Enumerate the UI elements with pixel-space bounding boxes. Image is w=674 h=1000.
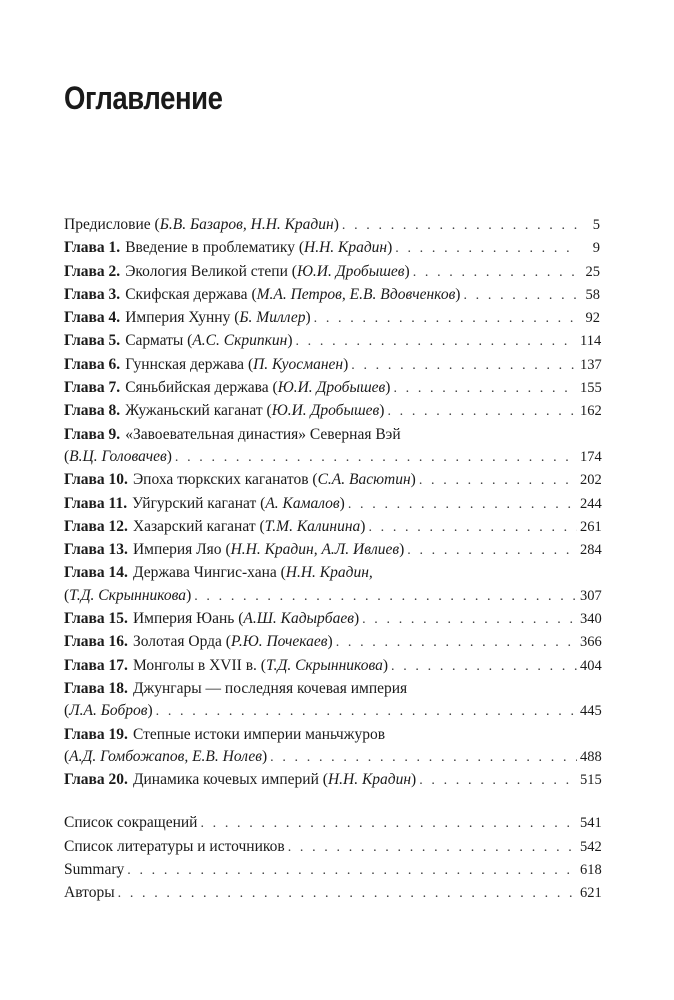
entry-author: Т.Д. Скрынникова — [265, 656, 383, 674]
toc-entry[interactable] — [64, 284, 600, 307]
entry-text: Предисловие (Б.В. Базаров, Н.Н. Крадин) — [64, 216, 339, 233]
entry-text: Глава 8. Жужаньский каганат (Ю.И. Дробышев) — [64, 402, 385, 420]
entry-text: Глава 19. Степные истоки империи маньчжуров — [64, 725, 386, 743]
entry-text: Глава 16. Золотая Орда (Р.Ю. Почекаев) — [64, 633, 333, 651]
page-number: 284 — [580, 542, 602, 559]
dot-leader — [270, 747, 577, 769]
entry-text: Глава 3. Скифская держава (М.А. Петров, Е.В. Вдовченков) — [64, 285, 461, 303]
entry-text: Глава 15. Империя Юань (А.Ш. Кадырбаев) — [64, 610, 360, 628]
dot-leader — [391, 656, 577, 678]
chapter-label: Глава 9. — [64, 425, 121, 443]
entry-author: Ю.И. Дробышев — [271, 402, 380, 420]
page-number: 307 — [580, 587, 602, 604]
page-number: 515 — [580, 772, 602, 789]
page-number: 114 — [580, 333, 602, 350]
toc-entry[interactable] — [64, 516, 600, 539]
entry-author: П. Куосманен — [253, 355, 344, 373]
toc-line — [64, 836, 600, 859]
toc-line — [64, 469, 600, 492]
entry-author: А.Ш. Кадырбаев — [243, 610, 354, 628]
dot-leader — [314, 308, 577, 330]
toc-entry[interactable] — [64, 424, 600, 470]
entry-author: Н.Н. Крадин, — [285, 564, 373, 582]
entry-author: Ю.И. Дробышев — [296, 262, 405, 280]
toc-line — [64, 746, 600, 769]
toc-line — [64, 516, 600, 539]
entry-text: Глава 5. Сарматы (А.С. Скрипкин) — [64, 332, 293, 350]
entry-author: Л.А. Бобров — [69, 702, 148, 720]
table-of-contents — [64, 214, 600, 906]
toc-entry[interactable] — [64, 769, 600, 792]
toc-line — [64, 400, 600, 423]
chapter-label: Глава 18. — [64, 679, 128, 697]
page-number: 162 — [580, 403, 602, 420]
page-number: 404 — [580, 657, 602, 674]
entry-text: Глава 14. Держава Чингис-хана (Н.Н. Крадин, — [64, 564, 373, 582]
entry-text: (В.Ц. Головачев) — [64, 447, 172, 465]
entry-text: (Л.А. Бобров) — [64, 702, 153, 720]
toc-entry[interactable] — [64, 562, 600, 608]
toc-line — [64, 769, 600, 792]
page-number: 542 — [580, 838, 602, 855]
chapter-label: Глава 6. — [64, 355, 121, 373]
toc-line — [64, 377, 600, 400]
entry-text: (А.Д. Гомбожапов, Е.В. Нолев) — [64, 747, 268, 765]
entry-text: Глава 20. Динамика кочевых империй (Н.Н. Крадин) — [64, 771, 417, 789]
chapter-label: Глава 13. — [64, 541, 128, 559]
toc-entry[interactable] — [64, 237, 600, 260]
toc-line — [64, 214, 600, 237]
dot-leader — [387, 401, 577, 423]
toc-line — [64, 678, 600, 700]
entry-text: Авторы — [64, 884, 115, 902]
entry-text: Глава 4. Империя Хунну (Б. Миллер) — [64, 309, 311, 327]
toc-line — [64, 655, 600, 678]
dot-leader — [288, 837, 577, 859]
entry-author: Н.Н. Крадин — [327, 771, 412, 789]
page-number: 621 — [580, 885, 602, 902]
entry-author: Н.Н. Крадин — [304, 239, 388, 257]
chapter-label: Глава 2. — [64, 262, 121, 280]
dot-leader — [393, 378, 577, 400]
dot-leader — [295, 331, 577, 353]
toc-line — [64, 631, 600, 654]
dot-leader — [351, 355, 577, 377]
page-number: 137 — [580, 356, 602, 373]
page-number: 541 — [580, 815, 602, 832]
chapter-label: Глава 7. — [64, 379, 121, 397]
entry-author: Н.Н. Крадин, А.Л. Ивлиев — [230, 541, 400, 559]
entry-author: Р.Ю. Почекаев — [230, 633, 328, 651]
toc-line — [64, 882, 600, 905]
chapter-label: Глава 17. — [64, 656, 128, 674]
page-number: 618 — [580, 862, 602, 879]
page-number: 445 — [580, 703, 602, 720]
entry-author: С.А. Васютин — [317, 471, 411, 489]
entry-text: Глава 7. Сяньбийская держава (Ю.И. Дробышев) — [64, 379, 391, 397]
chapter-label: Глава 20. — [64, 771, 128, 789]
toc-entry[interactable] — [64, 493, 600, 516]
dot-leader — [362, 609, 577, 631]
entry-text: Глава 12. Хазарский каганат (Т.М. Калинина) — [64, 517, 366, 535]
page-number: 25 — [585, 263, 600, 280]
toc-line — [64, 237, 600, 260]
entry-text: Глава 1. Введение в проблематику (Н.Н. Крадин) — [64, 239, 393, 257]
entry-text: Глава 2. Экология Великой степи (Ю.И. Дробышев) — [64, 262, 410, 280]
entry-author: Ю.И. Дробышев — [277, 379, 386, 397]
toc-line — [64, 562, 600, 584]
toc-entry[interactable] — [64, 330, 600, 353]
dot-leader — [342, 215, 577, 237]
chapter-label: Глава 15. — [64, 610, 128, 628]
toc-line — [64, 261, 600, 284]
dot-leader — [463, 285, 577, 307]
page-number: 174 — [580, 448, 602, 465]
entry-text: Глава 17. Монголы в XVII в. (Т.Д. Скрынникова) — [64, 656, 389, 674]
toc-entry[interactable] — [64, 812, 600, 835]
toc-line — [64, 424, 600, 446]
toc-line — [64, 812, 600, 835]
entry-text: Глава 10. Эпоха тюркских каганатов (С.А. Васютин) — [64, 471, 416, 489]
toc-entry[interactable] — [64, 469, 600, 492]
toc-entry[interactable] — [64, 655, 600, 678]
toc-line — [64, 859, 600, 882]
dot-leader — [336, 632, 577, 654]
page-number: 58 — [585, 286, 600, 303]
chapter-label: Глава 10. — [64, 471, 128, 489]
entry-author: А. Камалов — [265, 494, 340, 512]
toc-entry[interactable] — [64, 836, 600, 859]
toc-entry[interactable] — [64, 882, 600, 905]
dot-leader — [200, 813, 577, 835]
toc-entry[interactable] — [64, 631, 600, 654]
toc-line — [64, 446, 600, 469]
chapter-label: Глава 14. — [64, 564, 128, 582]
entry-text: (Т.Д. Скрынникова) — [64, 586, 192, 604]
chapter-label: Глава 8. — [64, 402, 121, 420]
page-number: 202 — [580, 472, 602, 489]
toc-line — [64, 307, 600, 330]
dot-leader — [395, 238, 577, 260]
entry-author: В.Ц. Головачев — [69, 447, 167, 465]
toc-entry[interactable] — [64, 377, 600, 400]
chapter-label: Глава 1. — [64, 239, 121, 257]
dot-leader — [118, 883, 577, 905]
dot-leader — [175, 447, 577, 469]
toc-line — [64, 493, 600, 516]
toc-entry[interactable] — [64, 354, 600, 377]
page-number: 155 — [580, 380, 602, 397]
toc-line — [64, 284, 600, 307]
entry-author: Б.В. Базаров, Н.Н. Крадин — [159, 216, 334, 233]
entry-text: Глава 18. Джунгары — последняя кочевая империя — [64, 679, 408, 697]
chapter-label: Глава 16. — [64, 633, 128, 651]
toc-entry[interactable] — [64, 724, 600, 770]
page-number: 92 — [585, 310, 600, 327]
dot-leader — [156, 701, 577, 723]
toc-line — [64, 724, 600, 746]
entry-author: М.А. Петров, Е.В. Вдовченков — [256, 285, 456, 303]
entry-text: Список сокращений — [64, 814, 198, 832]
dot-leader — [348, 494, 577, 516]
chapter-label: Глава 19. — [64, 725, 128, 743]
dot-leader — [194, 586, 577, 608]
toc-line — [64, 354, 600, 377]
section-divider — [64, 792, 600, 812]
page-number: 488 — [580, 748, 602, 765]
chapter-label: Глава 11. — [64, 494, 128, 512]
toc-entry[interactable] — [64, 400, 600, 423]
dot-leader — [368, 517, 577, 539]
dot-leader — [413, 262, 577, 284]
entry-text: Глава 13. Империя Ляо (Н.Н. Крадин, А.Л. Ивлиев) — [64, 541, 405, 559]
toc-line — [64, 585, 600, 608]
page-number: 261 — [580, 518, 602, 535]
toc-entry[interactable] — [64, 214, 600, 237]
entry-text: Глава 9. «Завоевательная династия» Северная Вэй — [64, 425, 401, 443]
toc-entry[interactable] — [64, 261, 600, 284]
toc-line — [64, 330, 600, 353]
dot-leader — [419, 470, 577, 492]
chapter-label: Глава 12. — [64, 517, 128, 535]
toc-entry[interactable] — [64, 859, 600, 882]
entry-text: Summary — [64, 861, 125, 879]
entry-text: Глава 11. Уйгурский каганат (А. Камалов) — [64, 494, 345, 512]
page-number: 366 — [580, 634, 602, 651]
toc-entry[interactable] — [64, 678, 600, 724]
toc-line — [64, 539, 600, 562]
toc-line — [64, 700, 600, 723]
chapter-label: Глава 3. — [64, 285, 121, 303]
toc-entry[interactable] — [64, 307, 600, 330]
entry-author: А.Д. Гомбожапов, Е.В. Нолев — [69, 747, 262, 765]
dot-leader — [419, 770, 577, 792]
chapter-label: Глава 5. — [64, 332, 121, 350]
page-title: Оглавление — [64, 80, 223, 116]
entry-text: Список литературы и источников — [64, 837, 285, 855]
dot-leader — [127, 860, 577, 882]
entry-author: Т.Д. Скрынникова — [69, 586, 187, 604]
dot-leader — [407, 540, 577, 562]
toc-entry[interactable] — [64, 608, 600, 631]
page-number: 244 — [580, 495, 602, 512]
page-number: 5 — [592, 217, 600, 233]
entry-author: Б. Миллер — [239, 309, 306, 327]
toc-line — [64, 608, 600, 631]
page-number: 340 — [580, 611, 602, 628]
entry-author: А.С. Скрипкин — [192, 332, 288, 350]
page-number: 9 — [592, 240, 600, 257]
entry-text: Глава 6. Гуннская держава (П. Куосманен) — [64, 355, 349, 373]
toc-entry[interactable] — [64, 539, 600, 562]
chapter-label: Глава 4. — [64, 309, 121, 327]
entry-author: Т.М. Калинина — [264, 517, 361, 535]
